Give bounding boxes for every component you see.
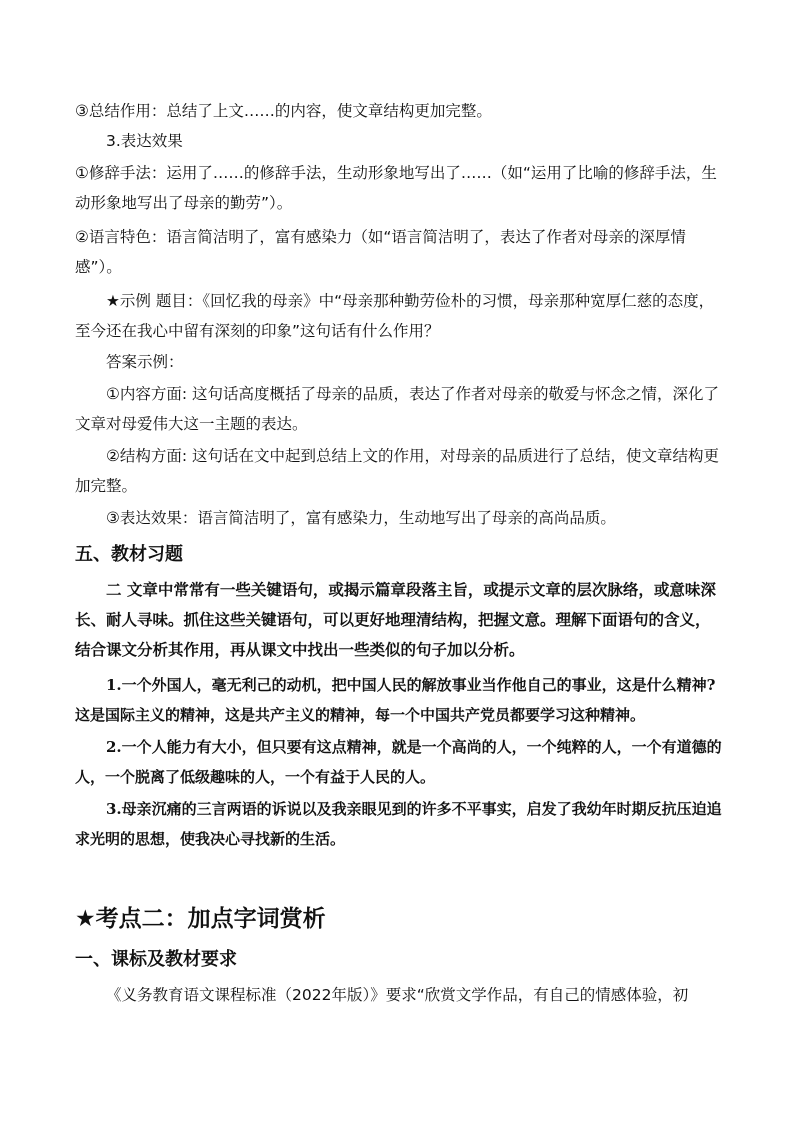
exercise-intro: 二 文章中常常有一些关键语句，或揭示篇章段落主旨，或提示文章的层次脉络，或意味深长、耐人寻味。抓住这些关键语句，可以更好地理清结构，把握文意。理解下面语句的含义，结合课文分析其作用，再从课文中找出一些类似的句子加以分析。 <box>75 581 716 659</box>
example-question: ★示例 题目：《回忆我的母亲》中“母亲那种勤劳俭朴的习惯，母亲那种宽厚仁慈的态度，至今还在我心中留有深刻的印象”这句话有什么作用？ <box>75 292 715 340</box>
standards-text: 《义务教育语文课程标准（2022年版）》要求“欣赏文学作品，有自己的情感体验，初 <box>106 986 689 1004</box>
answer-expression: ③表达效果：语言简洁明了，富有感染力，生动地写出了母亲的高尚品质。 <box>106 509 616 527</box>
answer-content: ①内容方面: 这句话高度概括了母亲的品质，表达了作者对母亲的敬爱与怀念之情，深化了文章对母爱伟大这一主题的表达。 <box>75 385 720 433</box>
answer-structure: ②结构方面: 这句话在文中起到总结上文的作用，对母亲的品质进行了总结，使文章结构更加完整。 <box>75 447 720 495</box>
language-paragraph: ②语言特色：语言简洁明了，富有感染力（如“语言简洁明了，表达了作者对母亲的深厚情感”）。 <box>75 228 686 276</box>
kaodian-heading: ★考点二：加点字词赏析 <box>75 906 326 932</box>
standards-heading: 一、课标及教材要求 <box>75 949 237 970</box>
exercise-item-2: 2.一个人能力有大小，但只要有这点精神，就是一个高尚的人，一个纯粹的人，一个有道德的人，一个脱离了低级趣味的人，一个有益于人民的人。 <box>75 738 722 786</box>
rhetoric-paragraph: ①修辞手法：运用了……的修辞手法，生动形象地写出了……（如“运用了比喻的修辞手法，生动形象地写出了母亲的勤劳”）。 <box>75 164 717 212</box>
exercise-item-3: 3.母亲沉痛的三言两语的诉说以及我亲眼见到的许多不平事实，启发了我幼年时期反抗压迫追求光明的思想，使我决心寻找新的生活。 <box>75 800 722 848</box>
exercise-item-1: 1.一个外国人，毫无利己的动机，把中国人民的解放事业当作他自己的事业，这是什么精神?这是国际主义的精神，这是共产主义的精神，每一个中国共产党员都要学习这种精神。 <box>75 676 716 724</box>
answer-label: 答案示例： <box>106 353 184 371</box>
summary-effect-line: ③总结作用：总结了上文……的内容，使文章结构更加完整。 <box>75 102 492 120</box>
expression-heading: 3.表达效果 <box>106 132 183 150</box>
section-heading: 五、教材习题 <box>75 544 183 565</box>
